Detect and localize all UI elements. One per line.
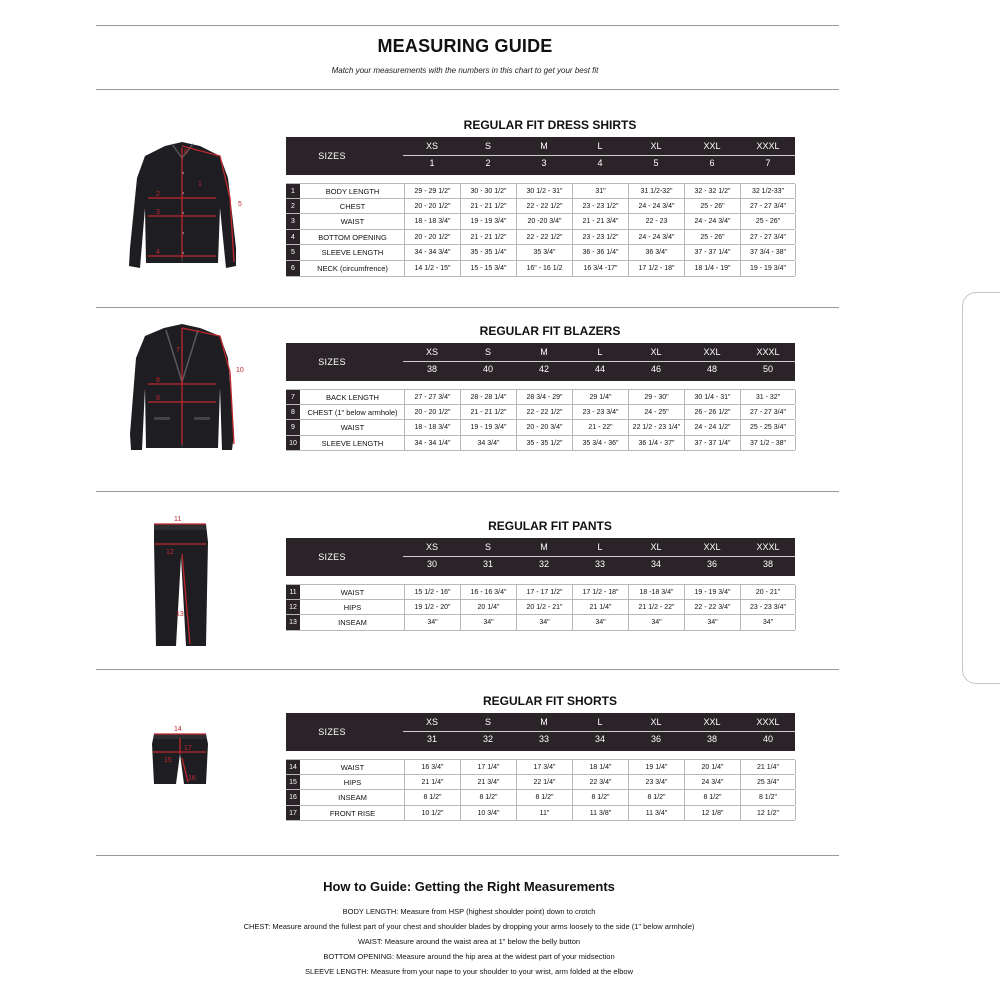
size-letter: S xyxy=(484,717,491,727)
size-letter: XS xyxy=(425,347,438,357)
size-letter: S xyxy=(484,542,491,552)
table-cell: 22 - 22 1/2" xyxy=(516,199,572,214)
measurement-name: WAIST xyxy=(340,217,365,227)
size-number: 7 xyxy=(765,158,771,168)
table-row xyxy=(286,389,795,405)
table-cell: 19 - 19 3/4" xyxy=(460,420,516,435)
measurement-name: HIPS xyxy=(343,777,362,787)
measurement-name: INSEAM xyxy=(338,793,367,803)
table-row xyxy=(286,214,795,230)
size-number: 32 xyxy=(538,559,549,569)
table-cell: 35 - 35 1/2" xyxy=(516,436,572,451)
table-cell: 11 3/4" xyxy=(628,806,684,821)
size-number: 38 xyxy=(426,364,437,374)
size-number: 5 xyxy=(653,158,659,168)
table-cell: 29 - 30" xyxy=(628,390,684,404)
table-cell: 34 - 34 1/4" xyxy=(404,436,460,451)
table-cell: 19 1/4" xyxy=(628,760,684,774)
blazer-marker-7: 7 xyxy=(176,347,180,354)
size-letter: XXL xyxy=(703,717,721,727)
table-cell: 34 - 34 3/4" xyxy=(404,245,460,260)
size-letter: M xyxy=(540,347,548,357)
size-number: 4 xyxy=(597,158,603,168)
size-letter: XXXL xyxy=(756,542,780,552)
measurement-name: NECK (circumfrence) xyxy=(317,264,388,273)
table-cell: 28 - 28 1/4" xyxy=(460,390,516,404)
table-cell: 30 - 30 1/2" xyxy=(460,184,516,198)
pants-marker-12: 12 xyxy=(166,549,174,556)
table-cell: 17 1/2 - 18" xyxy=(628,261,684,276)
table-cell: 37 3/4 - 38" xyxy=(740,245,796,260)
table-cell: 16" - 16 1/2 xyxy=(516,261,572,276)
table-cell: 34" xyxy=(684,615,740,630)
size-number: 31 xyxy=(482,559,493,569)
table-cell: 36 1/4 - 37" xyxy=(628,436,684,451)
size-letter: L xyxy=(597,141,603,151)
section-title: REGULAR FIT DRESS SHIRTS xyxy=(463,118,637,132)
size-number: 33 xyxy=(538,734,549,744)
sizes-label: SIZES xyxy=(318,552,346,562)
howto-line-body-length: BODY LENGTH: Measure from HSP (highest shoulder point) down to crotch xyxy=(342,907,596,916)
size-letter: XL xyxy=(650,717,662,727)
table-cell: 11 3/8" xyxy=(572,806,628,821)
size-letter: XXL xyxy=(703,542,721,552)
table-cell: 19 - 19 3/4" xyxy=(460,214,516,229)
sizes-label: SIZES xyxy=(318,151,346,161)
size-number: 36 xyxy=(650,734,661,744)
table-cell: 8 1/2" xyxy=(460,790,516,805)
size-letter: XL xyxy=(650,542,662,552)
section-title: REGULAR FIT SHORTS xyxy=(483,694,617,708)
size-number: 48 xyxy=(706,364,717,374)
table-cell: 34 3/4" xyxy=(460,436,516,451)
table-cell: 21 - 21 1/2" xyxy=(460,405,516,420)
section-title: REGULAR FIT BLAZERS xyxy=(479,324,621,338)
table-row xyxy=(286,584,795,600)
howto-line-chest: CHEST: Measure around the fullest part of your chest and shoulder blades by dropping your arms loosely to the side (1" below armhole) xyxy=(243,922,695,931)
table-cell: 34" xyxy=(460,615,516,630)
shirt-marker-4: 4 xyxy=(156,249,160,256)
table-cell: 29 - 29 1/2" xyxy=(404,184,460,198)
table-cell: 30 1/2 - 31" xyxy=(516,184,572,198)
header-rule xyxy=(403,155,795,156)
table-cell: 22 - 23 xyxy=(628,214,684,229)
shirt-marker-3: 3 xyxy=(156,209,160,216)
size-number: 3 xyxy=(541,158,547,168)
size-letter: XS xyxy=(425,542,438,552)
section-title: REGULAR FIT PANTS xyxy=(488,519,612,533)
row-number: 9 xyxy=(286,420,300,435)
table-cell: 18 - 18 3/4" xyxy=(404,420,460,435)
measurement-name: SLEEVE LENGTH xyxy=(321,438,384,448)
size-letter: XL xyxy=(650,347,662,357)
table-cell: 12 1/8" xyxy=(684,806,740,821)
table-cell: 11" xyxy=(516,806,572,821)
table-cell: 21 - 22" xyxy=(572,420,628,435)
measurement-name: BODY LENGTH xyxy=(325,187,380,196)
table-cell: 10 1/2" xyxy=(404,806,460,821)
table-cell: 24 - 25" xyxy=(628,405,684,420)
table-cell: 34" xyxy=(628,615,684,630)
table-cell: 17 3/4" xyxy=(516,760,572,774)
row-number: 6 xyxy=(286,261,300,276)
size-number: 34 xyxy=(650,559,661,569)
howto-line-waist: WAIST: Measure around the waist area at 1" below the belly button xyxy=(357,937,581,946)
size-letter: XXXL xyxy=(756,347,780,357)
row-number: 12 xyxy=(286,600,300,615)
table-cell: 20 1/4" xyxy=(684,760,740,774)
size-header xyxy=(286,137,795,175)
table-cell: 16 3/4" xyxy=(404,760,460,774)
size-letter: XL xyxy=(650,141,662,151)
pants-body-shape xyxy=(154,524,208,646)
table-cell: 32 1/2-33" xyxy=(740,184,796,198)
table-cell: 21 1/2 - 22" xyxy=(628,600,684,615)
table-row xyxy=(286,420,795,436)
howto-title: How to Guide: Getting the Right Measurements xyxy=(323,879,615,894)
side-scroll-handle[interactable] xyxy=(962,292,1000,684)
table-cell: 22 - 22 1/2" xyxy=(516,405,572,420)
table-cell: 20 - 20 1/2" xyxy=(404,199,460,214)
row-number: 17 xyxy=(286,806,300,821)
header-rule xyxy=(403,556,795,557)
shorts-marker-17: 17 xyxy=(184,745,192,752)
table-cell: 34" xyxy=(572,615,628,630)
size-letter: M xyxy=(540,141,548,151)
table-cell: 21 3/4" xyxy=(460,775,516,790)
measurement-name: BOTTOM OPENING xyxy=(318,232,387,242)
table-cell: 26 - 26 1/2" xyxy=(684,405,740,420)
table-cell: 8 1/2" xyxy=(404,790,460,805)
row-number: 5 xyxy=(286,245,300,260)
size-letter: XXL xyxy=(703,141,721,151)
size-number: 34 xyxy=(594,734,605,744)
table-cell: 16 - 16 3/4" xyxy=(460,585,516,599)
pants-marker-13: 13 xyxy=(176,611,184,618)
divider-section-3 xyxy=(96,669,839,670)
size-number: 38 xyxy=(706,734,717,744)
size-letter: XXXL xyxy=(756,717,780,727)
measurement-name: FRONT RISE xyxy=(329,808,376,818)
blazer-marker-8: 8 xyxy=(156,377,160,384)
table-cell: 21 1/4" xyxy=(740,760,796,774)
blazer-illustration xyxy=(120,322,245,457)
table-cell: 20 - 20 3/4" xyxy=(516,420,572,435)
table-cell: 20 - 20 1/2" xyxy=(404,405,460,420)
size-number: 33 xyxy=(594,559,605,569)
pants-marker-11: 11 xyxy=(174,516,182,523)
table-cell: 32 - 32 1/2" xyxy=(684,184,740,198)
measurement-name: SLEEVE LENGTH xyxy=(321,248,384,258)
size-number: 32 xyxy=(482,734,493,744)
shirt-marker-2: 2 xyxy=(156,191,160,198)
measurement-name: CHEST (1" below armhole) xyxy=(307,407,398,417)
table-cell: 23 - 23 1/2" xyxy=(572,230,628,245)
page-title: MEASURING GUIDE xyxy=(377,36,553,56)
table-cell: 34" xyxy=(404,615,460,630)
size-letter: L xyxy=(597,347,603,357)
table-cell: 30 1/4 - 31" xyxy=(684,390,740,404)
size-header xyxy=(286,343,795,381)
sizes-label: SIZES xyxy=(318,727,346,737)
page-subtitle: Match your measurements with the numbers in this chart to get your best fit xyxy=(331,66,599,75)
table-cell: 18 -18 3/4" xyxy=(628,585,684,599)
size-number: 36 xyxy=(706,559,717,569)
header-rule xyxy=(403,361,795,362)
table-cell: 18 1/4 - 19" xyxy=(684,261,740,276)
measurement-name: BACK LENGTH xyxy=(326,393,379,402)
divider-section-4 xyxy=(96,855,839,856)
size-number: 50 xyxy=(762,364,773,374)
table-cell: 37 - 37 1/4" xyxy=(684,245,740,260)
size-letter: XXXL xyxy=(756,141,780,151)
table-cell: 15 1/2 - 16" xyxy=(404,585,460,599)
table-cell: 20 -20 3/4" xyxy=(516,214,572,229)
table-row xyxy=(286,436,795,452)
row-number: 8 xyxy=(286,405,300,420)
row-number: 1 xyxy=(286,184,300,198)
table-cell: 36 - 36 1/4" xyxy=(572,245,628,260)
row-number: 10 xyxy=(286,436,300,451)
sizes-label: SIZES xyxy=(318,357,346,367)
size-number: 6 xyxy=(709,158,715,168)
row-number: 7 xyxy=(286,390,300,404)
table-cell: 8 1/2" xyxy=(740,790,796,805)
table-cell: 19 - 19 3/4" xyxy=(740,261,796,276)
table-cell: 25 - 26" xyxy=(684,230,740,245)
table-cell: 16 3/4 -17" xyxy=(572,261,628,276)
shirt-marker-1: 1 xyxy=(198,181,202,188)
howto-line-sleeve-length: SLEEVE LENGTH: Measure from your nape to your shoulder to your wrist, arm folded at the elbow xyxy=(304,967,634,976)
size-number: 44 xyxy=(594,364,605,374)
table-cell: 37 1/2 - 38" xyxy=(740,436,796,451)
table-cell: 34" xyxy=(516,615,572,630)
table-cell: 22 1/2 - 23 1/4" xyxy=(628,420,684,435)
size-header xyxy=(286,713,795,751)
measurement-name: INSEAM xyxy=(338,618,367,628)
table-cell: 24 - 24 3/4" xyxy=(628,230,684,245)
table-cell: 8 1/2" xyxy=(516,790,572,805)
blazer-marker-9: 9 xyxy=(156,395,160,402)
table-cell: 14 1/2 - 15" xyxy=(404,261,460,276)
row-number: 13 xyxy=(286,615,300,630)
table-cell: 25 - 25 3/4" xyxy=(740,420,796,435)
header-rule xyxy=(403,731,795,732)
measurement-name: WAIST xyxy=(340,423,365,433)
table-cell: 35 3/4 - 36" xyxy=(572,436,628,451)
size-letter: S xyxy=(484,347,491,357)
table-cell: 22 1/4" xyxy=(516,775,572,790)
table-row xyxy=(286,245,795,261)
howto-line-bottom-opening: BOTTOM OPENING: Measure around the hip area at the widest part of your midsection xyxy=(323,952,615,961)
table-cell: 20 1/2 - 21" xyxy=(516,600,572,615)
table-cell: 24 - 24 1/2" xyxy=(684,420,740,435)
table-cell: 24 3/4" xyxy=(684,775,740,790)
size-letter: L xyxy=(597,542,603,552)
shorts-marker-15: 15 xyxy=(164,757,172,764)
table-row xyxy=(286,405,795,421)
shirt-marker-6: 6 xyxy=(184,149,188,156)
table-cell: 12 1/2" xyxy=(740,806,796,821)
table-row xyxy=(286,775,795,791)
table-cell: 20 - 20 1/2" xyxy=(404,230,460,245)
divider-section-1 xyxy=(96,307,839,308)
row-number: 14 xyxy=(286,760,300,774)
shorts-marker-16: 16 xyxy=(188,775,196,782)
table-cell: 10 3/4" xyxy=(460,806,516,821)
table-cell: 35 - 35 1/4" xyxy=(460,245,516,260)
row-number: 15 xyxy=(286,775,300,790)
table-cell: 23 3/4" xyxy=(628,775,684,790)
table-cell: 17 - 17 1/2" xyxy=(516,585,572,599)
table-cell: 21 - 21 3/4" xyxy=(572,214,628,229)
table-cell: 27 - 27 3/4" xyxy=(740,405,796,420)
shirt-marker-5: 5 xyxy=(238,201,242,208)
table-cell: 19 - 19 3/4" xyxy=(684,585,740,599)
table-cell: 23 - 23 3/4" xyxy=(740,600,796,615)
measurement-name: CHEST xyxy=(339,201,366,211)
size-number: 2 xyxy=(485,158,491,168)
size-letter: XS xyxy=(425,717,438,727)
table-cell: 23 - 23 1/2" xyxy=(572,199,628,214)
blazer-marker-10: 10 xyxy=(236,367,244,374)
table-cell: 19 1/2 - 20" xyxy=(404,600,460,615)
divider-section-2 xyxy=(96,491,839,492)
size-letter: S xyxy=(484,141,491,151)
table-cell: 24 - 24 3/4" xyxy=(628,199,684,214)
shorts-illustration xyxy=(146,722,216,788)
table-row xyxy=(286,261,795,277)
size-number: 31 xyxy=(426,734,437,744)
table-row xyxy=(286,790,795,806)
table-cell: 24 - 24 3/4" xyxy=(684,214,740,229)
table-cell: 31 1/2-32" xyxy=(628,184,684,198)
size-number: 30 xyxy=(426,559,437,569)
table-cell: 22 - 22 1/2" xyxy=(516,230,572,245)
size-letter: M xyxy=(540,717,548,727)
size-number: 40 xyxy=(482,364,493,374)
size-number: 46 xyxy=(650,364,661,374)
table-cell: 29 1/4" xyxy=(572,390,628,404)
dress-shirt-illustration xyxy=(120,138,245,276)
table-cell: 15 - 15 3/4" xyxy=(460,261,516,276)
table-cell: 18 1/4" xyxy=(572,760,628,774)
row-number: 3 xyxy=(286,214,300,229)
size-letter: M xyxy=(540,542,548,552)
table-cell: 20 1/4" xyxy=(460,600,516,615)
table-cell: 31" xyxy=(572,184,628,198)
table-cell: 8 1/2" xyxy=(572,790,628,805)
table-cell: 8 1/2" xyxy=(628,790,684,805)
size-number: 42 xyxy=(538,364,549,374)
table-cell: 8 1/2" xyxy=(684,790,740,805)
table-cell: 25 3/4" xyxy=(740,775,796,790)
table-cell: 35 3/4" xyxy=(516,245,572,260)
table-cell: 17 1/2 - 18" xyxy=(572,585,628,599)
table-cell: 21 - 21 1/2" xyxy=(460,230,516,245)
table-row xyxy=(286,183,795,199)
table-cell: 28 3/4 - 29" xyxy=(516,390,572,404)
divider-top xyxy=(96,25,839,26)
size-number: 1 xyxy=(429,158,435,168)
table-cell: 25 - 26" xyxy=(684,199,740,214)
table-cell: 21 - 21 1/2" xyxy=(460,199,516,214)
table-cell: 25 - 26" xyxy=(740,214,796,229)
row-number: 2 xyxy=(286,199,300,214)
size-letter: XS xyxy=(425,141,438,151)
size-letter: XXL xyxy=(703,347,721,357)
table-cell: 27 - 27 3/4" xyxy=(740,230,796,245)
row-number: 4 xyxy=(286,230,300,245)
table-row xyxy=(286,615,795,631)
size-number: 38 xyxy=(762,559,773,569)
table-row xyxy=(286,806,795,822)
size-number: 40 xyxy=(762,734,773,744)
row-number: 11 xyxy=(286,585,300,599)
table-cell: 20 - 21" xyxy=(740,585,796,599)
size-header xyxy=(286,538,795,576)
table-cell: 21 1/4" xyxy=(572,600,628,615)
table-row xyxy=(286,199,795,215)
table-cell: 18 - 18 3/4" xyxy=(404,214,460,229)
table-cell: 31 - 32" xyxy=(740,390,796,404)
measurement-name: WAIST xyxy=(340,588,365,597)
table-row xyxy=(286,230,795,246)
row-number: 16 xyxy=(286,790,300,805)
table-cell: 22 - 22 3/4" xyxy=(684,600,740,615)
measurement-name: HIPS xyxy=(343,602,362,612)
measurement-name: WAIST xyxy=(340,763,365,772)
table-cell: 17 1/4" xyxy=(460,760,516,774)
divider-header xyxy=(96,89,839,90)
shorts-marker-14: 14 xyxy=(174,726,182,733)
table-cell: 22 3/4" xyxy=(572,775,628,790)
table-cell: 37 - 37 1/4" xyxy=(684,436,740,451)
table-cell: 21 1/4" xyxy=(404,775,460,790)
table-row xyxy=(286,600,795,616)
table-cell: 34" xyxy=(740,615,796,630)
size-letter: L xyxy=(597,717,603,727)
table-cell: 23 - 23 3/4" xyxy=(572,405,628,420)
table-row xyxy=(286,759,795,775)
table-cell: 27 - 27 3/4" xyxy=(404,390,460,404)
pants-illustration xyxy=(146,512,216,652)
table-cell: 36 3/4" xyxy=(628,245,684,260)
table-cell: 27 - 27 3/4" xyxy=(740,199,796,214)
